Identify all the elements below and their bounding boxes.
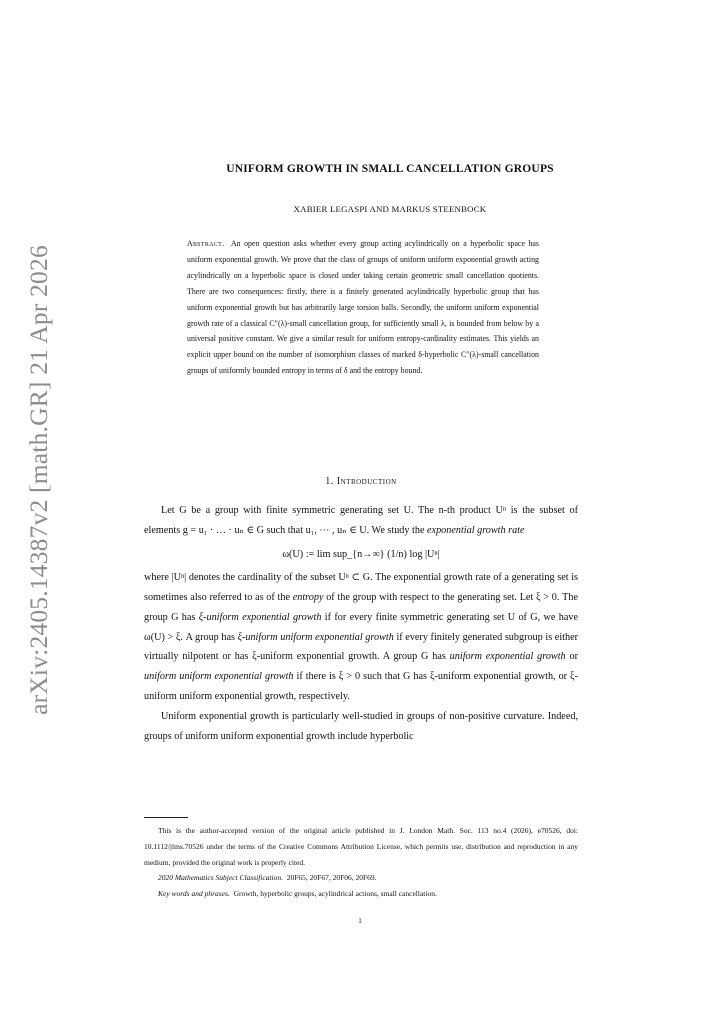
section-title: Introduction [336,476,397,487]
body-text [144,501,578,747]
emphasis-term: entropy [292,591,324,603]
emphasis-term: uniform uniform exponential growth [144,671,294,683]
abstract-text: An open question asks whether every group acting acylindrically on a hyperbolic space has uniform exponential growth. We prove that the class of groups of uniform uniform exponential growth acting acylindrically on a hyperbolic space is closed under taking certain geometric small cancellation quotients. There are two consequences: firstly, there is a finitely generated acylindrically hyperbolic group that has uniform exponential growth but has arbitrarily large torsion balls. Secondly, the uniform uniform exponential growth rate of a classical C″(λ)-small cancellation group, for sufficiently small λ, is bounded from below by a universal positive constant. We give a similar result for uniform entropy-cardinality estimates. This yields an explicit upper bound on the number of isomorphism classes of marked δ-hyperbolic C″(λ)-small cancellation groups of uniformly bounded entropy in terms of δ and the entropy bound. [187,239,539,376]
paragraph-uniform-growth: where |Uⁿ| denotes the cardinality of the subset Uⁿ ⊂ G. The exponential growth rate of a generating set is sometimes also referred to as of the entropy of the group with respect to the generating set. Let ξ > 0. The group G has ξ-uniform exponential growth if for every finite symmetric generating set U of G, we have ω(U) > ξ. A group has ξ-uniform uniform exponential growth if every finitely generated subgroup is either virtually nilpotent or has ξ-uniform exponential growth. A group G has uniform exponential growth or uniform uniform exponential growth if there is ξ > 0 such that G has ξ-uniform exponential growth, or ξ-uniform uniform exponential growth, respectively. [144,571,578,703]
paragraph-curvature: Uniform exponential growth is particularly well-studied in groups of non-positive curvature. Indeed, groups of uniform uniform exponential growth include hyperbolic [144,711,578,743]
emphasis-term: exponential growth rate [427,524,525,536]
emphasis-term: ξ-uniform exponential growth [198,611,322,623]
paper-title: UNIFORM GROWTH IN SMALL CANCELLATION GROUPS [226,163,554,175]
section-number: 1. [325,476,334,487]
footnote-keywords: Key words and phrases. Growth, hyperbolic groups, acylindrical actions, small cancellation. [158,889,437,899]
section-heading [144,476,578,487]
paper-authors: XABIER LEGASPI AND MARKUS STEENBOCK [293,204,487,214]
abstract [187,236,539,379]
growth-rate-equation: ω(U) := lim sup_{n→∞} (1/n) log |Uⁿ| [282,548,440,560]
abstract-label: Abstract. [187,239,225,248]
footnote-msc: 2020 Mathematics Subject Classification. 20F65, 20F67, 20F06, 20F69. [158,873,377,883]
arxiv-identifier: arXiv:2405.14387v2 [math.GR] 21 Apr 2026 [24,245,54,715]
footnote-rule [144,817,188,818]
paragraph-definition: Let G be a group with finite symmetric generating set U. The n-th product Uⁿ is the subset of elements g = u₁ · … · uₙ ∈ G such that u₁, ⋯ , uₙ ∈ U. We study the exponential growth rate [144,505,578,536]
footnote-version: This is the author-accepted version of the original article published in J. London Math. Soc. 113 no.4 (2026), e70526, doi: 10.1112/jlms.70526 under the terms of the Creative Commons Attribution License, which permits use, distribution and reproduction in any medium, provided the original work is properly cited. [144,826,578,867]
footnotes [144,823,578,902]
emphasis-term: uniform exponential growth [449,651,566,663]
emphasis-term: ξ-uniform uniform exponential growth [237,631,394,643]
page-number: 1 [358,917,362,925]
